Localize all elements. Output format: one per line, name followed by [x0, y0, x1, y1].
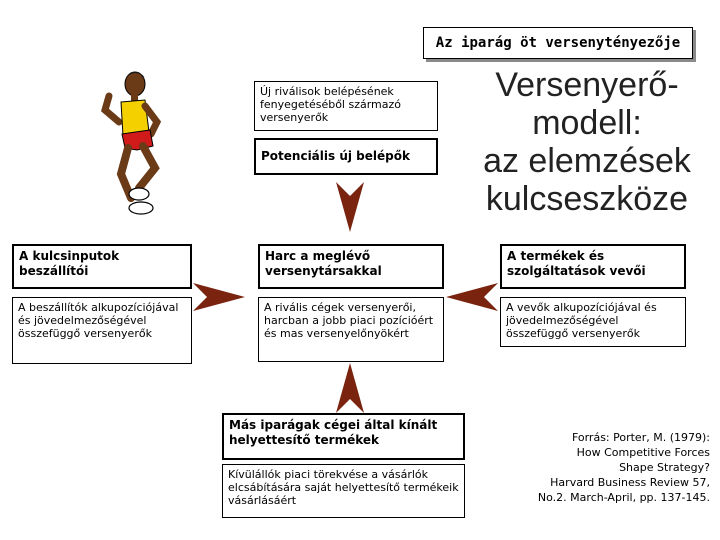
- substitutes-description: Kívülállók piaci törekvése a vásárlók elcsábítására saját helyettesítő termékeik vásárlásáért: [222, 464, 465, 518]
- main-title-line: az elemzések: [483, 142, 691, 180]
- buyers-label-text: A termékek és szolgáltatások vevői: [507, 249, 646, 278]
- source-line: How Competitive Forces: [576, 446, 710, 459]
- main-title-line: modell:: [532, 104, 642, 142]
- source-line: Forrás: Porter, M. (1979):: [571, 431, 710, 444]
- buyers-description: A vevők alkupozíciójával és jövedelmezőségével összefüggő versenyerők: [500, 297, 686, 347]
- arrow-left-icon: [446, 282, 498, 312]
- rivalry-label-text: Harc a meglévő versenytársakkal: [265, 249, 382, 278]
- rivalry-label: [258, 244, 444, 289]
- new-entrants-label-text: Potenciális új belépők: [261, 149, 410, 163]
- new-entrants-description: Új riválisok belépésének fenyegetéséből származó versenyerők: [254, 81, 438, 131]
- suppliers-label-text: A kulcsinputok beszállítói: [19, 249, 120, 278]
- main-title-line: kulcseszköze: [485, 180, 689, 218]
- arrow-right-icon: [193, 282, 245, 312]
- arrow-up-icon: [335, 363, 365, 413]
- source-line: No.2. March-April, pp. 137-145.: [537, 491, 710, 504]
- arrow-down-icon: [335, 182, 365, 232]
- page-title-tab: Az iparág öt versenytényezője: [423, 27, 693, 59]
- suppliers-label: [12, 244, 192, 289]
- main-title: [462, 66, 712, 218]
- runner-illustration: [95, 70, 170, 220]
- source-line: Harvard Business Review 57,: [550, 476, 710, 489]
- main-title-line: Versenyerő-: [495, 66, 679, 104]
- buyers-label: [500, 244, 686, 289]
- substitutes-label: [222, 413, 465, 460]
- suppliers-description: A beszállítók alkupozíciójával és jövedelmezőségével összefüggő versenyerők: [12, 297, 192, 364]
- new-entrants-label: [254, 138, 438, 175]
- source-line: Shape Strategy?: [619, 461, 710, 474]
- rivalry-description: A rivális cégek versenyerői, harcban a jobb piaci pozícióért és mas versenyelőnyökért: [258, 297, 444, 362]
- source-citation: [500, 430, 710, 505]
- substitutes-label-text: Más iparágak cégei által kínált helyettesítő termékek: [229, 418, 438, 447]
